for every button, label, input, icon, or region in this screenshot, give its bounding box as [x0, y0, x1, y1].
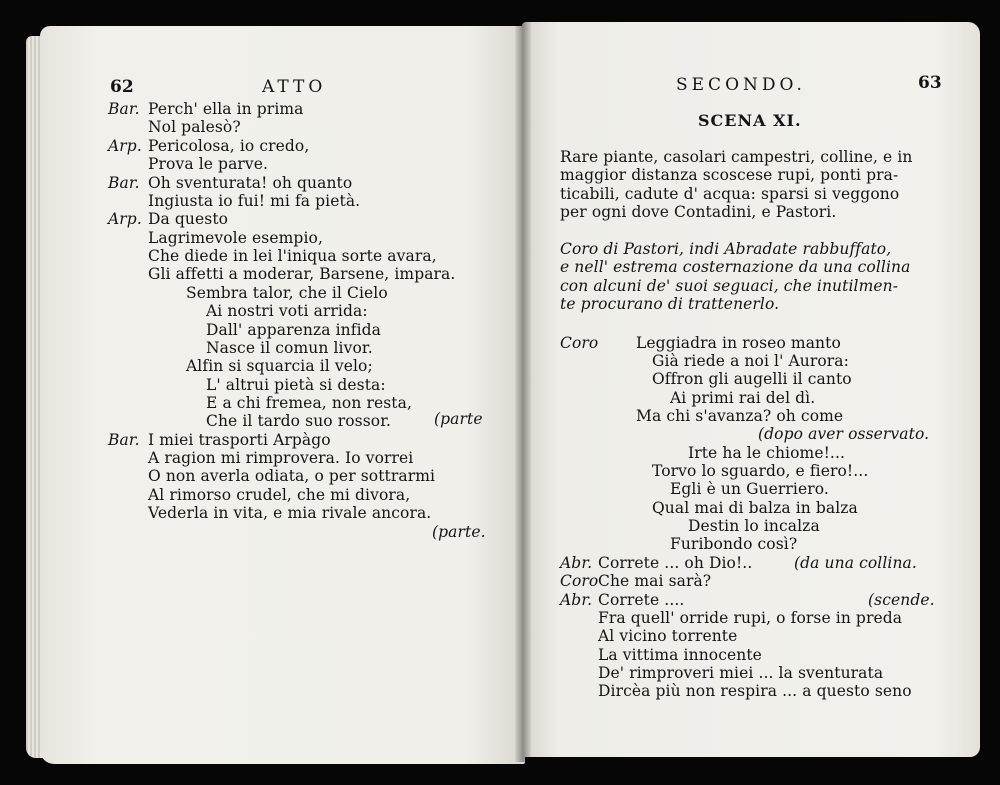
verse-line: Egli è un Guerriero.	[670, 480, 829, 498]
verse-line: Che diede in lei l'iniqua sorte avara,	[148, 247, 437, 265]
verse-line: Che il tardo suo rossor.	[206, 412, 392, 430]
entrance-direction-line: te procurano di trattenerlo.	[560, 295, 780, 313]
verse-line: Irte ha le chiome!...	[688, 444, 846, 462]
verse-line: Prova le parve.	[148, 155, 269, 173]
left-page-number: 62	[110, 77, 134, 97]
verse-line: Torvo lo sguardo, e fiero!...	[652, 462, 869, 480]
verse-line: A ragion mi rimprovera. Io vorrei	[148, 449, 414, 467]
verse-line: De' rimproveri miei ... la sventurata	[598, 664, 884, 682]
speaker-label: Bar.	[108, 174, 140, 192]
verse-line: Alfin si squarcia il velo;	[186, 357, 373, 375]
scene-title: SCENA XI.	[698, 111, 802, 130]
speaker-label: Bar.	[108, 431, 140, 449]
verse-line: La vittima innocente	[598, 646, 762, 664]
speaker-label: Bar.	[108, 100, 140, 118]
speaker-label: Coro	[560, 572, 599, 590]
speaker-label: Coro	[560, 334, 599, 352]
verse-line: Leggiadra in roseo manto	[636, 334, 841, 352]
stage-direction-line: per ogni dove Contadini, e Pastori.	[560, 203, 837, 221]
verse-line: Furibondo così?	[670, 535, 798, 553]
stage-direction-line: maggior distanza scoscese rupi, ponti pra-	[560, 166, 899, 184]
left-running-head: ATTO	[262, 77, 327, 97]
right-running-head: SECONDO.	[676, 75, 806, 95]
stage-note: (scende.	[868, 591, 935, 609]
verse-line: Sembra talor, che il Cielo	[186, 284, 388, 302]
verse-line: Che mai sarà?	[598, 572, 712, 590]
verse-line: Destin lo incalza	[688, 517, 820, 535]
verse-line: Da questo	[148, 210, 229, 228]
verse-line: Vederla in vita, e mia rivale ancora.	[148, 504, 432, 522]
verse-line: Dircèa più non respira ... a questo seno	[598, 682, 912, 700]
right-page-number: 63	[918, 73, 942, 93]
verse-line: Al rimorso crudel, che mi divora,	[148, 486, 411, 504]
left-page	[40, 26, 525, 764]
speaker-label: Abr.	[560, 591, 593, 609]
stage-direction-line: Rare piante, casolari campestri, colline, e in	[560, 148, 913, 166]
entrance-direction-line: e nell' estrema costernazione da una collina	[560, 258, 911, 276]
stage-direction-line: ticabili, cadute d' acqua: sparsi si veggono	[560, 185, 900, 203]
book-gutter	[515, 22, 531, 762]
verse-line: Ma chi s'avanza? oh come	[636, 407, 844, 425]
speaker-label: Arp.	[108, 137, 142, 155]
speaker-label: Arp.	[108, 210, 142, 228]
verse-line: Pericolosa, io credo,	[148, 137, 310, 155]
right-page	[522, 22, 980, 757]
stage-note: (parte	[434, 410, 483, 428]
verse-line: Oh sventurata! oh quanto	[148, 174, 353, 192]
verse-line: Offron gli augelli il canto	[652, 370, 852, 388]
verse-line: Dall' apparenza infida	[206, 321, 381, 339]
verse-line: I miei trasporti Arpàgo	[148, 431, 331, 449]
verse-line: E a chi fremea, non resta,	[206, 394, 412, 412]
verse-line: Gli affetti a moderar, Barsene, impara.	[148, 265, 456, 283]
verse-line: Già riede a noi l' Aurora:	[652, 352, 849, 370]
verse-line: Ai primi rai del dì.	[670, 389, 816, 407]
entrance-direction-line: con alcuni de' suoi seguaci, che inutilmen-	[560, 277, 899, 295]
verse-line: L' altrui pietà si desta:	[206, 376, 386, 394]
stage-note: (parte.	[432, 523, 486, 541]
stage-note: (da una collina.	[794, 554, 917, 572]
verse-line: Perch' ella in prima	[148, 100, 304, 118]
verse-line: Nasce il comun livor.	[206, 339, 373, 357]
verse-line: Correte ... oh Dio!..	[598, 554, 753, 572]
verse-line: Correte ....	[598, 591, 685, 609]
verse-line: Ai nostri voti arrida:	[206, 302, 368, 320]
verse-line: Lagrimevole esempio,	[148, 229, 323, 247]
stage-note: (dopo aver osservato.	[758, 425, 930, 443]
verse-line: Qual mai di balza in balza	[652, 499, 858, 517]
verse-line: Ingiusta io fui! mi fa pietà.	[148, 192, 361, 210]
verse-line: Fra quell' orride rupi, o forse in preda	[598, 609, 903, 627]
verse-line: O non averla odiata, o per sottrarmi	[148, 467, 436, 485]
verse-line: Al vicino torrente	[598, 627, 738, 645]
verse-line: Nol palesò?	[148, 118, 241, 136]
speaker-label: Abr.	[560, 554, 593, 572]
entrance-direction-line: Coro di Pastori, indi Abradate rabbuffato,	[560, 240, 892, 258]
